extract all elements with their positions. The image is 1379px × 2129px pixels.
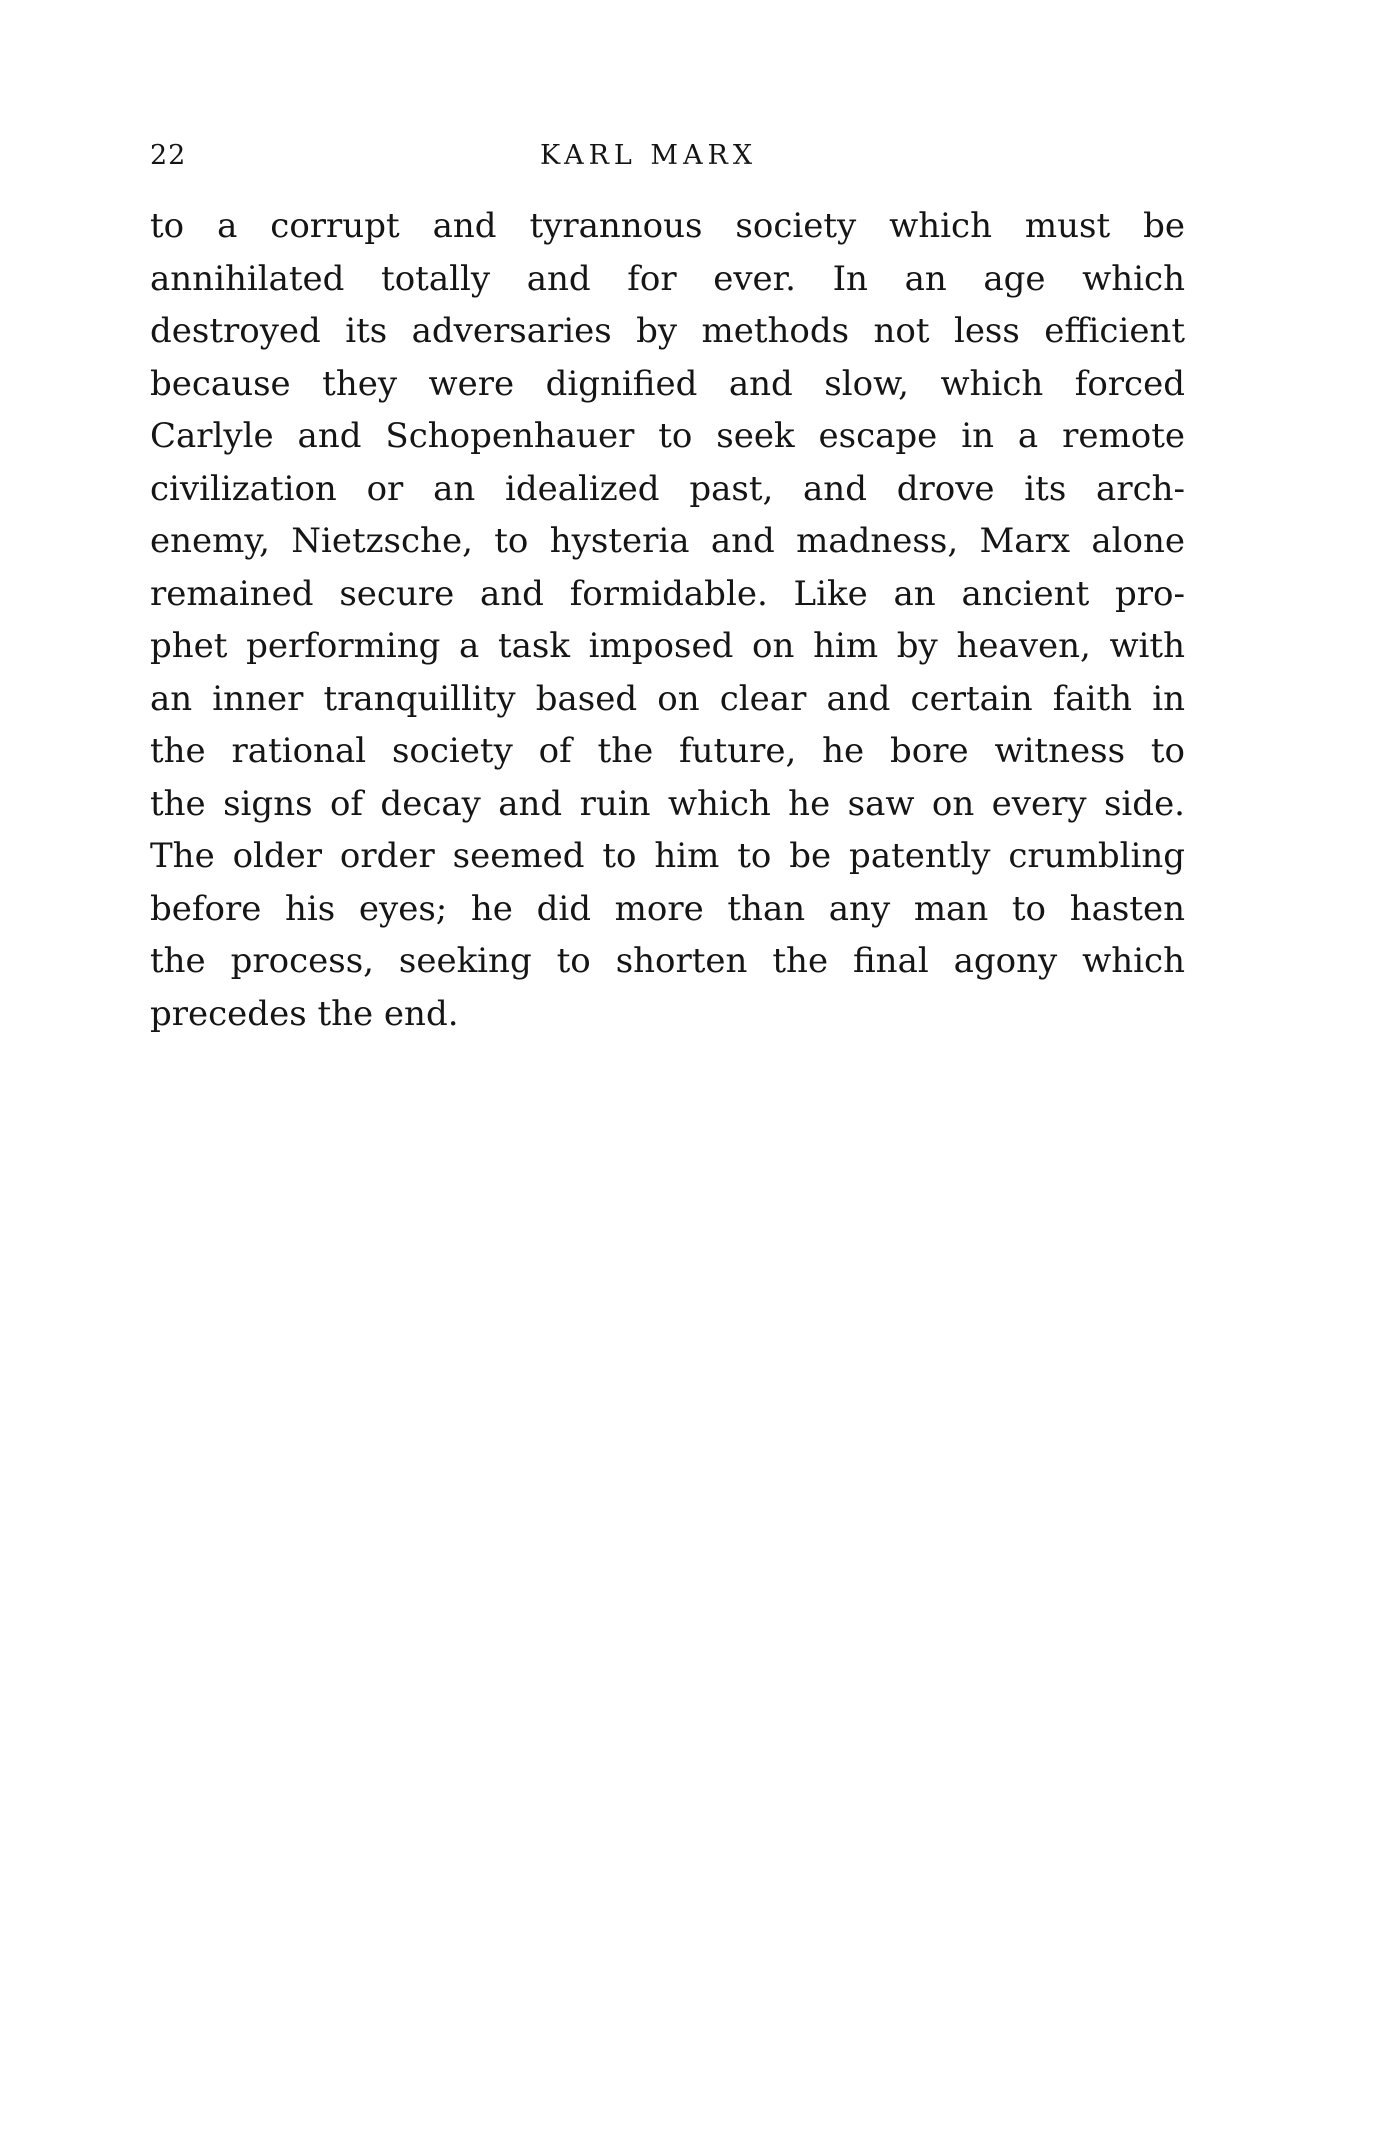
text-line: before his eyes; he did more than any man to hasten bbox=[150, 888, 1185, 929]
text-line: remained secure and formidable. Like an ancient pro- bbox=[150, 573, 1185, 614]
text-line: phet performing a task imposed on him by heaven, with bbox=[150, 626, 1185, 666]
text-line: the signs of decay and ruin which he saw on every side. bbox=[150, 783, 1185, 824]
body-paragraph bbox=[150, 200, 1185, 1040]
text-line: because they were dignified and slow, which forced bbox=[150, 363, 1185, 404]
text-line: Carlyle and Schopenhauer to seek escape in a remote bbox=[150, 416, 1185, 456]
running-head bbox=[150, 140, 1185, 180]
page-number: 22 bbox=[150, 140, 187, 171]
text-line: civilization or an idealized past, and drove its arch- bbox=[150, 468, 1185, 509]
text-line: the rational society of the future, he bore witness to bbox=[150, 731, 1185, 771]
text-line: enemy, Nietzsche, to hysteria and madness, Marx alone bbox=[150, 521, 1185, 561]
text-line: the process, seeking to shorten the final agony which bbox=[150, 941, 1185, 981]
text-line: an inner tranquillity based on clear and certain faith in bbox=[150, 678, 1185, 719]
text-line: The older order seemed to him to be patently crumbling bbox=[150, 836, 1185, 876]
running-title: KARL MARX bbox=[540, 140, 758, 171]
text-line: to a corrupt and tyrannous society which must be bbox=[150, 206, 1185, 246]
text-line: annihilated totally and for ever. In an age which bbox=[150, 258, 1185, 299]
text-line: precedes the end. bbox=[150, 993, 459, 1034]
text-line: destroyed its adversaries by methods not less efficient bbox=[150, 311, 1185, 351]
